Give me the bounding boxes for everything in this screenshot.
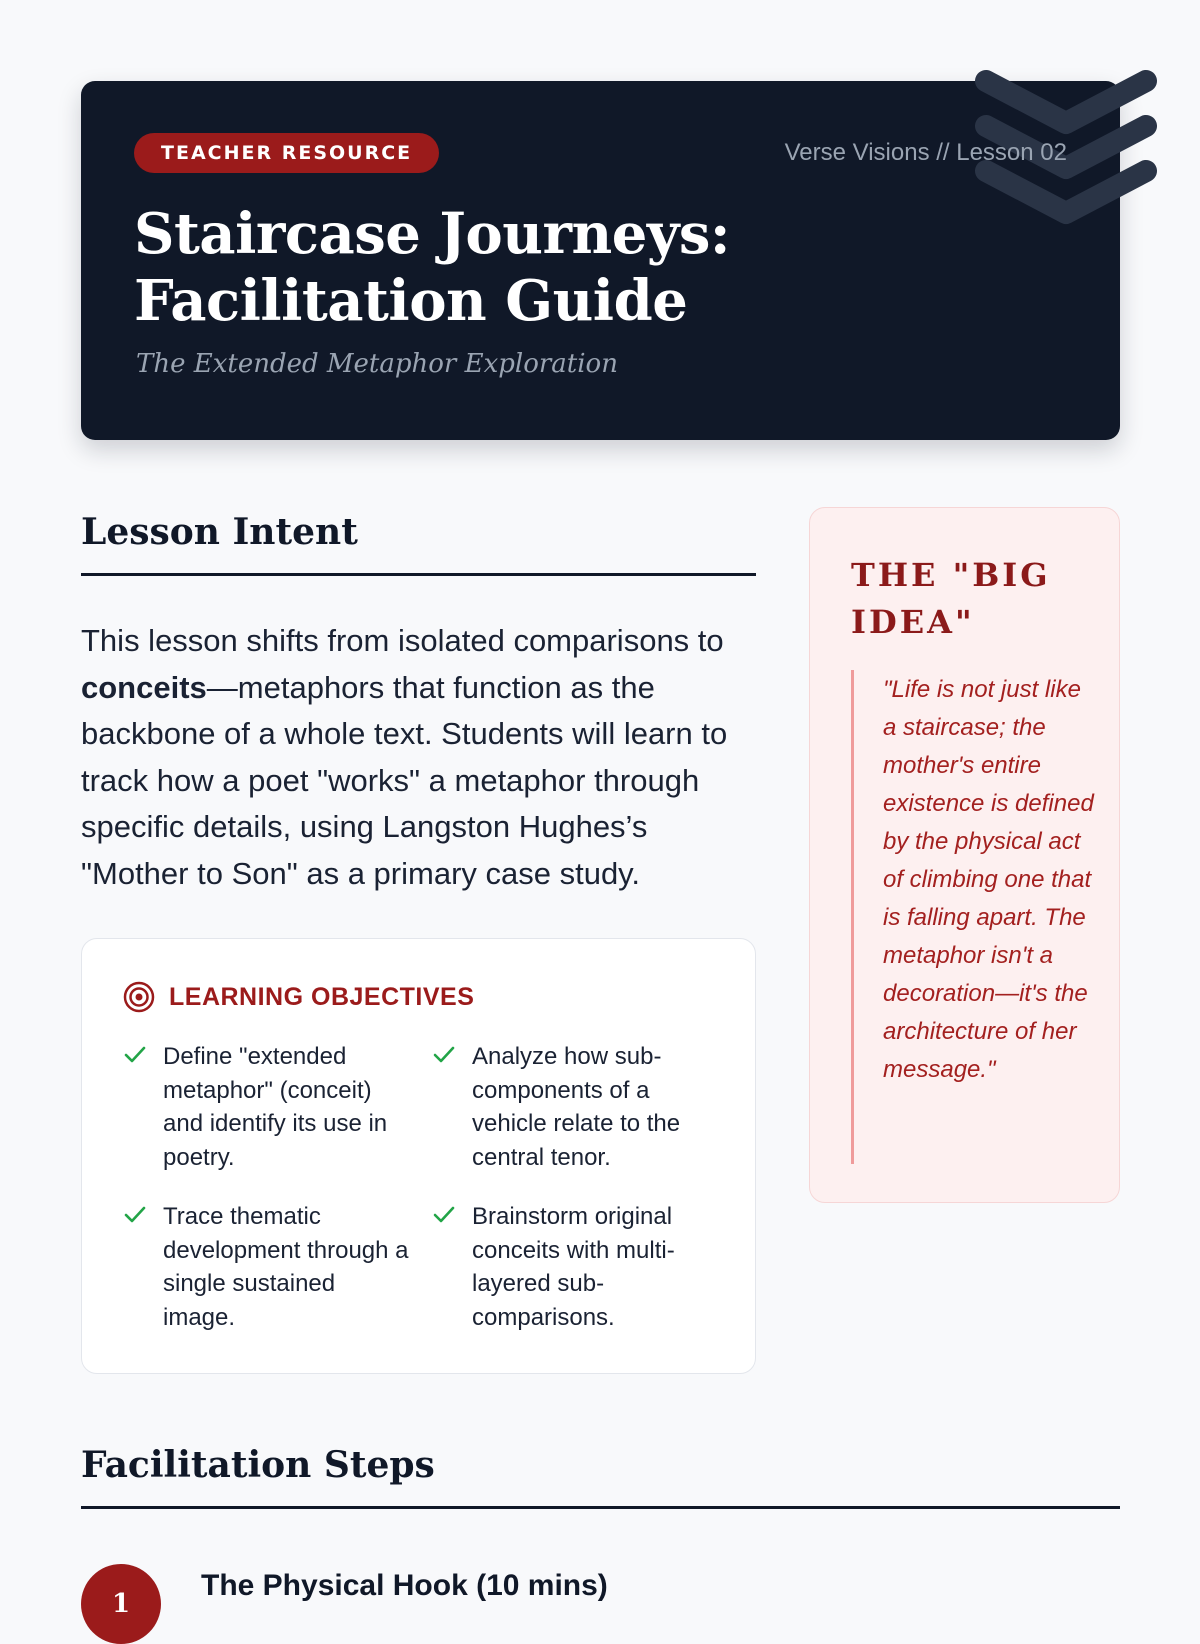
teacher-resource-badge: TEACHER RESOURCE bbox=[134, 133, 439, 173]
objectives-header bbox=[123, 981, 474, 1013]
page-subtitle: The Extended Metaphor Exploration bbox=[136, 349, 618, 379]
check-icon bbox=[432, 1043, 456, 1067]
intent-bold-term: conceits bbox=[81, 669, 207, 705]
objective-text: Define "extended metaphor" (conceit) and identify its use in poetry. bbox=[163, 1043, 388, 1171]
check-icon bbox=[432, 1203, 456, 1227]
intent-text-rest: —metaphors that function as the backbone of a whole text. Students will learn to track how a poet "works" a metaphor through specific details, using Langston Hughes’s "Mother to Son" as a primary case study. bbox=[81, 669, 728, 891]
check-icon bbox=[123, 1043, 147, 1067]
lesson-intent-heading: Lesson Intent bbox=[81, 511, 358, 553]
target-icon bbox=[123, 981, 155, 1013]
objective-text: Analyze how sub-components of a vehicle relate to the central tenor. bbox=[472, 1043, 681, 1171]
lesson-intent-text bbox=[81, 618, 761, 897]
lesson-intent-divider bbox=[81, 573, 756, 576]
step-number-badge: 1 bbox=[81, 1564, 161, 1644]
objective-text: Brainstorm original conceits with multi-layered sub-comparisons. bbox=[472, 1203, 675, 1331]
learning-objectives-card bbox=[81, 938, 756, 1374]
objectives-title: LEARNING OBJECTIVES bbox=[169, 982, 475, 1011]
intent-text-lead: This lesson shifts from isolated comparisons to bbox=[81, 623, 724, 658]
check-icon bbox=[123, 1203, 147, 1227]
big-idea-title: THE "BIG IDEA" bbox=[851, 556, 1051, 641]
big-idea-quote: "Life is not just like a staircase; the mother's entire existence is defined by the physical act of climbing one that is falling apart. The metaphor isn't a decoration—it's the architecture of her message." bbox=[883, 676, 1094, 1083]
page-title: Staircase Journeys: Facilitation Guide bbox=[134, 201, 731, 334]
big-idea-card bbox=[809, 507, 1120, 1203]
facilitation-steps-divider bbox=[81, 1506, 1120, 1509]
series-lesson-label: Verse Visions // Lesson 02 bbox=[784, 139, 1067, 166]
quote-accent-bar bbox=[851, 670, 854, 1164]
step-title: The Physical Hook (10 mins) bbox=[201, 1569, 608, 1602]
facilitation-steps-heading: Facilitation Steps bbox=[81, 1444, 435, 1486]
lesson-header-card bbox=[81, 81, 1120, 440]
objective-text: Trace thematic development through a single sustained image. bbox=[163, 1203, 409, 1331]
